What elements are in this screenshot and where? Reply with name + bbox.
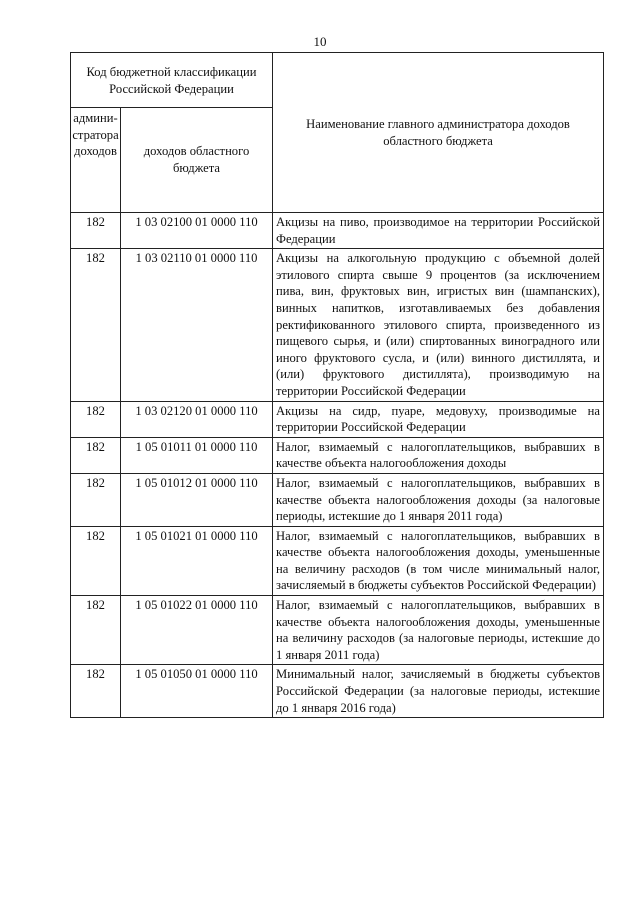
page-number: 10 (313, 34, 327, 49)
header-income-code: доходов областного бюджета (121, 108, 273, 213)
budget-code-cell: 1 05 01022 01 0000 110 (121, 596, 273, 665)
income-name-cell: Акцизы на сидр, пуаре, медовуху, производимые на территории Российской Федерации (273, 401, 604, 437)
table-row (71, 473, 604, 526)
income-name-cell: Акцизы на алкогольную продукцию с объемной долей этилового спирта свыше 9 процентов (за исключением пива, вин, фруктовых вин, игристых вин (шампанских), винных напитков, изготавливаемых без добавления ректификованного этилового спирта, произведенного из пищевого сырья, и (или) спиртованных виноградного или иного фруктового сусла, и (или) винного дистиллята, и (или) фруктового дистиллята), производимую на территории Российской Федерации (273, 249, 604, 401)
income-name-cell: Налог, взимаемый с налогоплательщиков, выбравших в качестве объекта налогообложения доходы, уменьшенные на величину расходов (в том числе минимальный налог, зачисляемый в бюджеты субъектов Российской Федерации) (273, 526, 604, 595)
table-row (71, 665, 604, 718)
admin-code-cell: 182 (71, 526, 121, 595)
budget-code-cell: 1 05 01050 01 0000 110 (121, 665, 273, 718)
budget-code-cell: 1 05 01021 01 0000 110 (121, 526, 273, 595)
budget-code-cell: 1 05 01012 01 0000 110 (121, 473, 273, 526)
budget-code-cell: 1 03 02120 01 0000 110 (121, 401, 273, 437)
income-name-cell: Налог, взимаемый с налогоплательщиков, выбравших в качестве объекта налогообложения доходы (273, 437, 604, 473)
admin-code-cell: 182 (71, 401, 121, 437)
income-name-cell: Налог, взимаемый с налогоплательщиков, выбравших в качестве объекта налогообложения доходы, уменьшенные на величину расходов (за налоговые периоды, истекшие до 1 января 2011 года) (273, 596, 604, 665)
header-administrator-code: админи-стратора доходов (71, 108, 121, 213)
table-row (71, 213, 604, 249)
header-budget-classification: Код бюджетной классификации Российской Федерации (71, 53, 273, 108)
admin-code-cell: 182 (71, 249, 121, 401)
budget-code-cell: 1 03 02110 01 0000 110 (121, 249, 273, 401)
income-name-cell: Минимальный налог, зачисляемый в бюджеты субъектов Российской Федерации (за налоговые периоды, истекшие до 1 января 2016 года) (273, 665, 604, 718)
admin-code-cell: 182 (71, 213, 121, 249)
table-row (71, 437, 604, 473)
table-row (71, 596, 604, 665)
table-row (71, 526, 604, 595)
income-name-cell: Налог, взимаемый с налогоплательщиков, выбравших в качестве объекта налогообложения доходы (за налоговые периоды, истекшие до 1 января 2011 года) (273, 473, 604, 526)
income-name-cell: Акцизы на пиво, производимое на территории Российской Федерации (273, 213, 604, 249)
header-administrator-name: Наименование главного администратора доходов областного бюджета (273, 53, 604, 213)
budget-code-cell: 1 03 02100 01 0000 110 (121, 213, 273, 249)
admin-code-cell: 182 (71, 437, 121, 473)
budget-code-cell: 1 05 01011 01 0000 110 (121, 437, 273, 473)
budget-classification-table (70, 52, 604, 718)
table-row (71, 401, 604, 437)
admin-code-cell: 182 (71, 665, 121, 718)
admin-code-cell: 182 (71, 473, 121, 526)
table-row (71, 249, 604, 401)
admin-code-cell: 182 (71, 596, 121, 665)
